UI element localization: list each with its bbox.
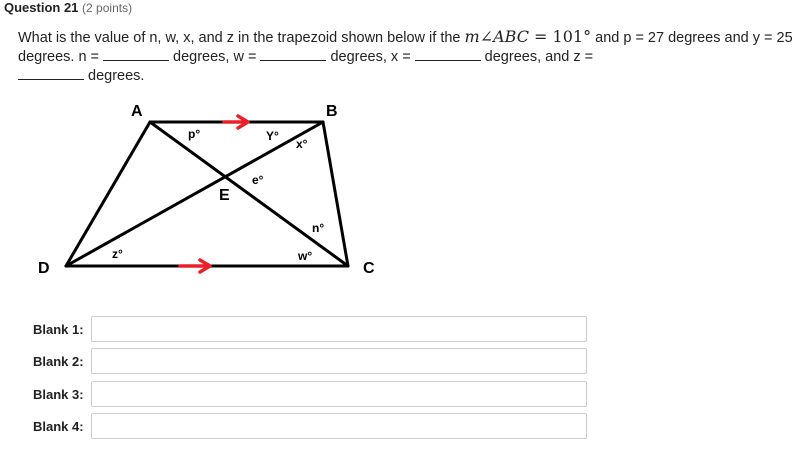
parallel-arrow-top-icon [224,116,248,128]
blank-2-label: Blank 2: [33,354,84,369]
blank-row-2 [33,348,593,376]
inline-blank-z [18,67,84,80]
trapezoid-figure [30,98,375,282]
side-da [66,122,150,266]
question-text-after-w: degrees, x = [330,49,411,65]
blank-4-label: Blank 4: [33,419,84,434]
vertex-c-label: C [363,260,375,277]
blank-row-4 [33,413,593,441]
math-angle-symbol: ∠ [479,27,494,46]
question-number: Question 21 [4,0,79,15]
vertex-d-label: D [38,260,50,277]
math-equals-value: = 101° [528,27,592,46]
angle-y-label: Y° [266,129,279,143]
question-header [4,0,132,15]
question-text [18,27,798,86]
inline-blank-x [415,48,481,61]
blank-2-input[interactable] [91,348,587,374]
inline-blank-n [103,48,169,61]
angle-x-label: x° [296,137,308,151]
angle-n-label: n° [312,221,325,235]
vertex-b-label: B [326,103,338,120]
blank-4-input[interactable] [91,413,587,439]
angle-expression [465,27,592,46]
angle-z-label: z° [112,247,123,261]
blank-1-label: Blank 1: [33,322,84,337]
vertex-e-label: E [219,187,230,204]
side-bc [323,122,348,266]
parallel-arrow-bottom-icon [180,260,210,272]
blank-row-3 [33,381,593,409]
angle-w-label: w° [298,249,313,263]
math-m: m [464,27,480,46]
angle-p-label: p° [188,127,201,141]
diagonal-bd [66,122,323,266]
angle-e-label: e° [252,173,264,187]
question-text-after-z: degrees. [88,68,145,84]
question-text-part1: What is the value of n, w, x, and z in the trapezoid shown below if the [18,30,461,46]
blank-1-input[interactable] [91,316,587,342]
blank-row-1 [33,316,593,344]
math-abc: ABC [493,27,529,46]
question-text-part2: and p = 27 degrees and y = 25 degrees. n = [18,30,793,65]
question-points: (2 points) [82,1,133,15]
vertex-a-label: A [131,103,143,120]
blank-3-label: Blank 3: [33,387,84,402]
blank-3-input[interactable] [91,381,587,407]
question-text-after-n: degrees, w = [173,49,257,65]
question-text-after-x: degrees, and z = [484,49,594,65]
inline-blank-w [260,48,326,61]
diagonal-ac [150,122,348,266]
